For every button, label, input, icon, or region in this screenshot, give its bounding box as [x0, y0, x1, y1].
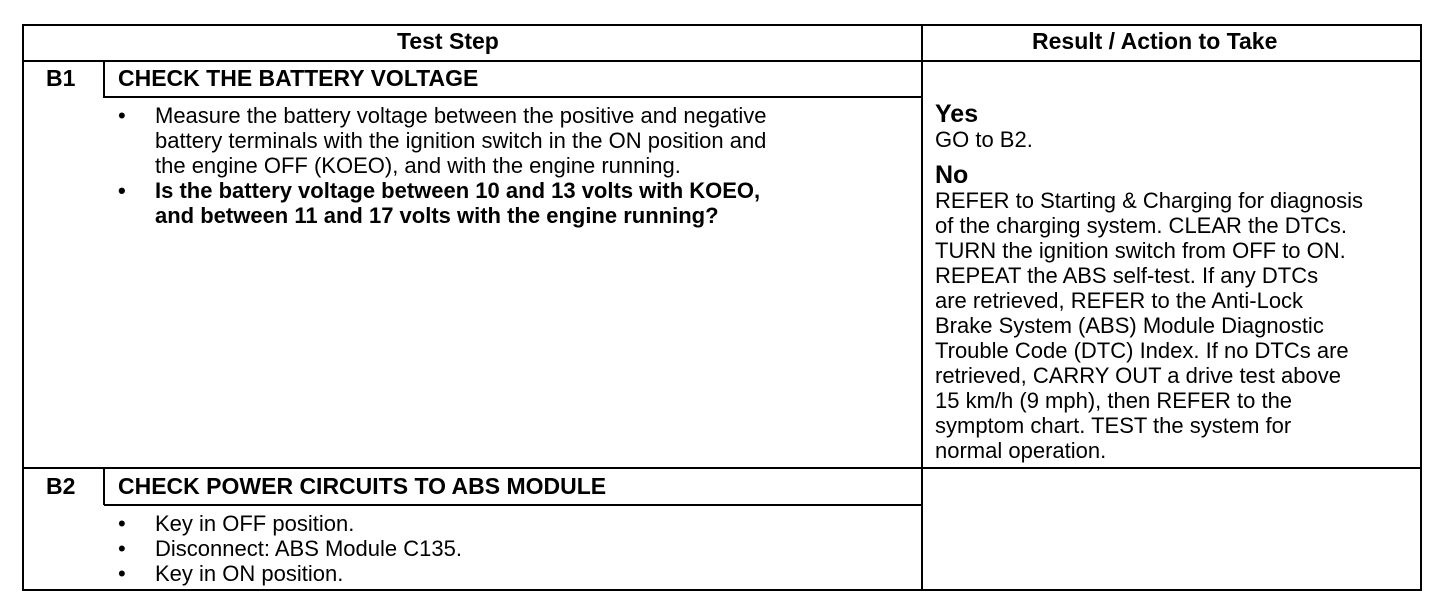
b2-instructions	[118, 511, 462, 586]
b2-title-divider	[104, 504, 922, 506]
bullet-dot: •	[118, 178, 126, 203]
result-no-line: TURN the ignition switch from OFF to ON.	[935, 238, 1346, 263]
result-no-text	[935, 188, 1363, 463]
result-no-line: are retrieved, REFER to the Anti-Lock	[935, 288, 1304, 313]
result-yes-text: GO to B2.	[935, 127, 1033, 152]
bullet-dot: •	[118, 536, 126, 561]
result-no-line: symptom chart. TEST the system for	[935, 413, 1292, 438]
result-no-line: retrieved, CARRY OUT a drive test above	[935, 363, 1341, 388]
step-title-b2: CHECK POWER CIRCUITS TO ABS MODULE	[118, 473, 607, 499]
b1-bullet-2	[118, 178, 767, 228]
result-no-line: normal operation.	[935, 438, 1107, 463]
result-no-line: REFER to Starting & Charging for diagnosis	[935, 188, 1363, 213]
b2-bullet-1	[118, 511, 462, 536]
step-id-b1: B1	[46, 65, 76, 91]
step-title-b1: CHECK THE BATTERY VOLTAGE	[118, 65, 479, 91]
b1-title-divider	[104, 96, 922, 98]
b1-b2-divider	[22, 467, 1422, 469]
b1-bullet-2-line: and between 11 and 17 volts with the engine running?	[155, 203, 719, 228]
b1-id-divider	[103, 60, 105, 98]
b2-bullet-1-line: Key in OFF position.	[155, 511, 355, 536]
header-result-action: Result / Action to Take	[1032, 28, 1278, 54]
bullet-dot: •	[118, 511, 126, 536]
result-no-line: Brake System (ABS) Module Diagnostic	[935, 313, 1324, 338]
result-no-line: of the charging system. CLEAR the DTCs.	[935, 213, 1348, 238]
result-yes-label: Yes	[935, 100, 979, 128]
b1-results	[935, 101, 1363, 463]
b2-bullet-2	[118, 536, 462, 561]
column-divider	[921, 24, 923, 591]
b1-bullet-1-line: the engine OFF (KOEO), and with the engine running.	[155, 153, 681, 178]
step-id-b2: B2	[46, 473, 76, 499]
b1-bullet-1-line: battery terminals with the ignition switch in the ON position and	[155, 128, 767, 153]
result-no-line: REPEAT the ABS self-test. If any DTCs	[935, 263, 1319, 288]
result-no-line: 15 km/h (9 mph), then REFER to the	[935, 388, 1293, 413]
b2-bullet-2-line: Disconnect: ABS Module C135.	[155, 536, 462, 561]
b1-instructions	[118, 103, 767, 228]
b1-bullet-1	[118, 103, 767, 178]
b2-bullet-3	[118, 561, 462, 586]
b2-bullet-3-line: Key in ON position.	[155, 561, 344, 586]
header-test-step: Test Step	[397, 28, 499, 54]
b1-bullet-1-line: Measure the battery voltage between the positive and negative	[155, 103, 767, 128]
header-divider	[22, 60, 1422, 62]
bullet-dot: •	[118, 103, 126, 128]
b1-bullet-2-line: Is the battery voltage between 10 and 13 volts with KOEO,	[155, 178, 761, 203]
b2-id-divider	[103, 467, 105, 505]
bullet-dot: •	[118, 561, 126, 586]
result-no-label: No	[935, 161, 969, 189]
result-no-line: Trouble Code (DTC) Index. If no DTCs are	[935, 338, 1349, 363]
